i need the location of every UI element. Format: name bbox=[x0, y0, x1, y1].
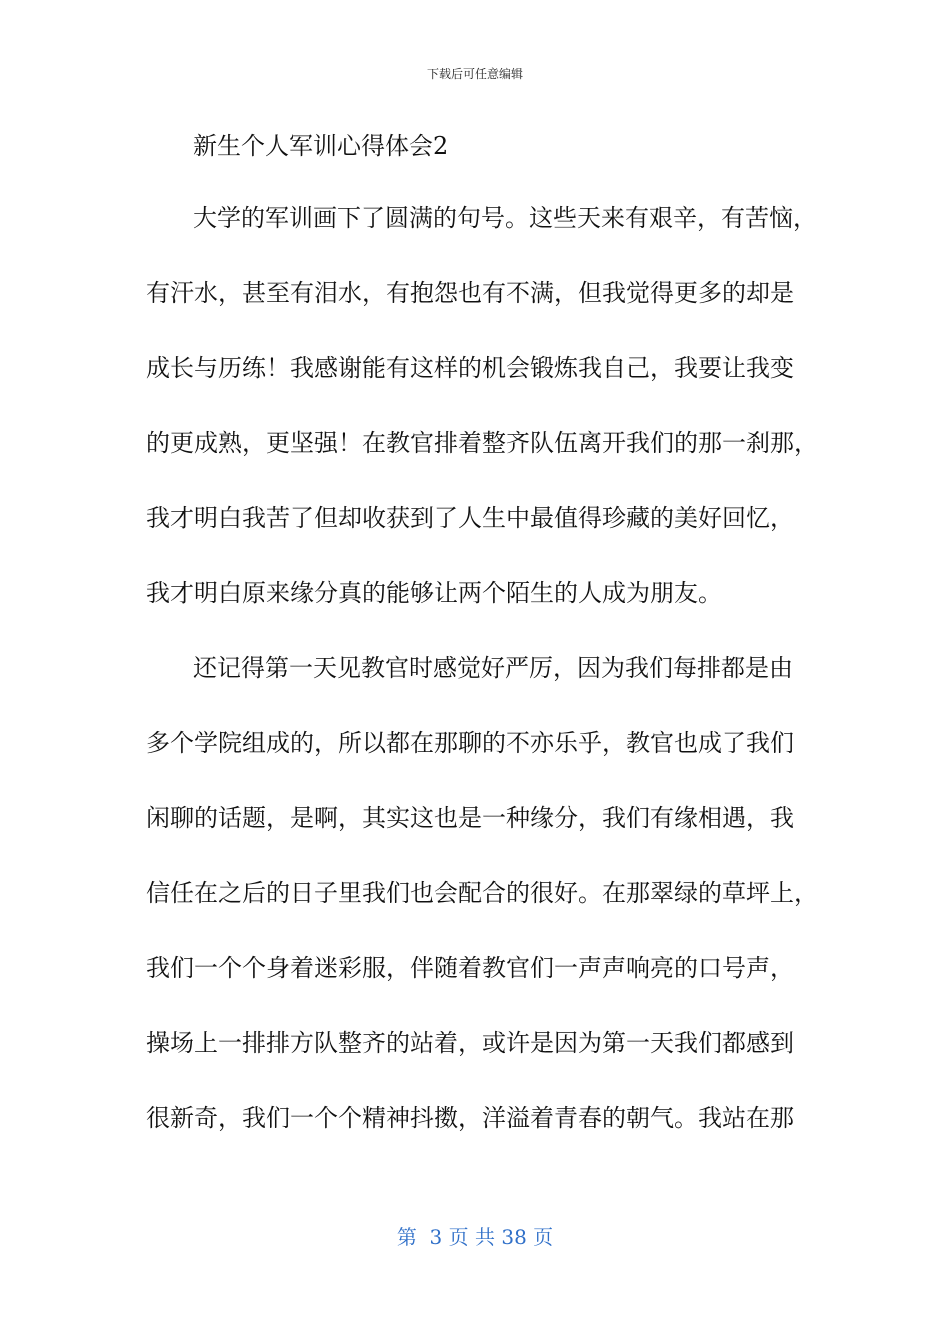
body-line: 我才明白原来缘分真的能够让两个陌生的人成为朋友。 bbox=[146, 579, 722, 607]
body-line: 大学的军训画下了圆满的句号。这些天来有艰辛，有苦恼， bbox=[193, 204, 817, 232]
body-line: 成长与历练！我感谢能有这样的机会锻炼我自己，我要让我变 bbox=[146, 354, 794, 382]
document-body bbox=[146, 181, 826, 1156]
document-title: 新生个人军训心得体会2 bbox=[193, 132, 449, 160]
body-line: 很新奇，我们一个个精神抖擞，洋溢着青春的朝气。我站在那 bbox=[146, 1104, 794, 1132]
body-line: 操场上一排排方队整齐的站着，或许是因为第一天我们都感到 bbox=[146, 1029, 794, 1057]
body-line: 我们一个个身着迷彩服，伴随着教官们一声声响亮的口号声， bbox=[146, 954, 794, 982]
body-line: 多个学院组成的，所以都在那聊的不亦乐乎，教官也成了我们 bbox=[146, 729, 794, 757]
body-line: 闲聊的话题，是啊，其实这也是一种缘分，我们有缘相遇，我 bbox=[146, 804, 794, 832]
page-header: 下载后可任意编辑 bbox=[426, 67, 523, 81]
body-line: 还记得第一天见教官时感觉好严厉，因为我们每排都是由 bbox=[193, 654, 793, 682]
body-line: 我才明白我苦了但却收获到了人生中最值得珍藏的美好回忆， bbox=[146, 504, 794, 532]
body-line: 信任在之后的日子里我们也会配合的很好。在那翠绿的草坪上， bbox=[146, 879, 818, 907]
page-number-footer: 第 3 页 共 38 页 bbox=[396, 1225, 554, 1249]
body-line: 的更成熟，更坚强！在教官排着整齐队伍离开我们的那一刹那， bbox=[146, 429, 818, 457]
body-line: 有汗水，甚至有泪水，有抱怨也有不满，但我觉得更多的却是 bbox=[146, 279, 794, 307]
